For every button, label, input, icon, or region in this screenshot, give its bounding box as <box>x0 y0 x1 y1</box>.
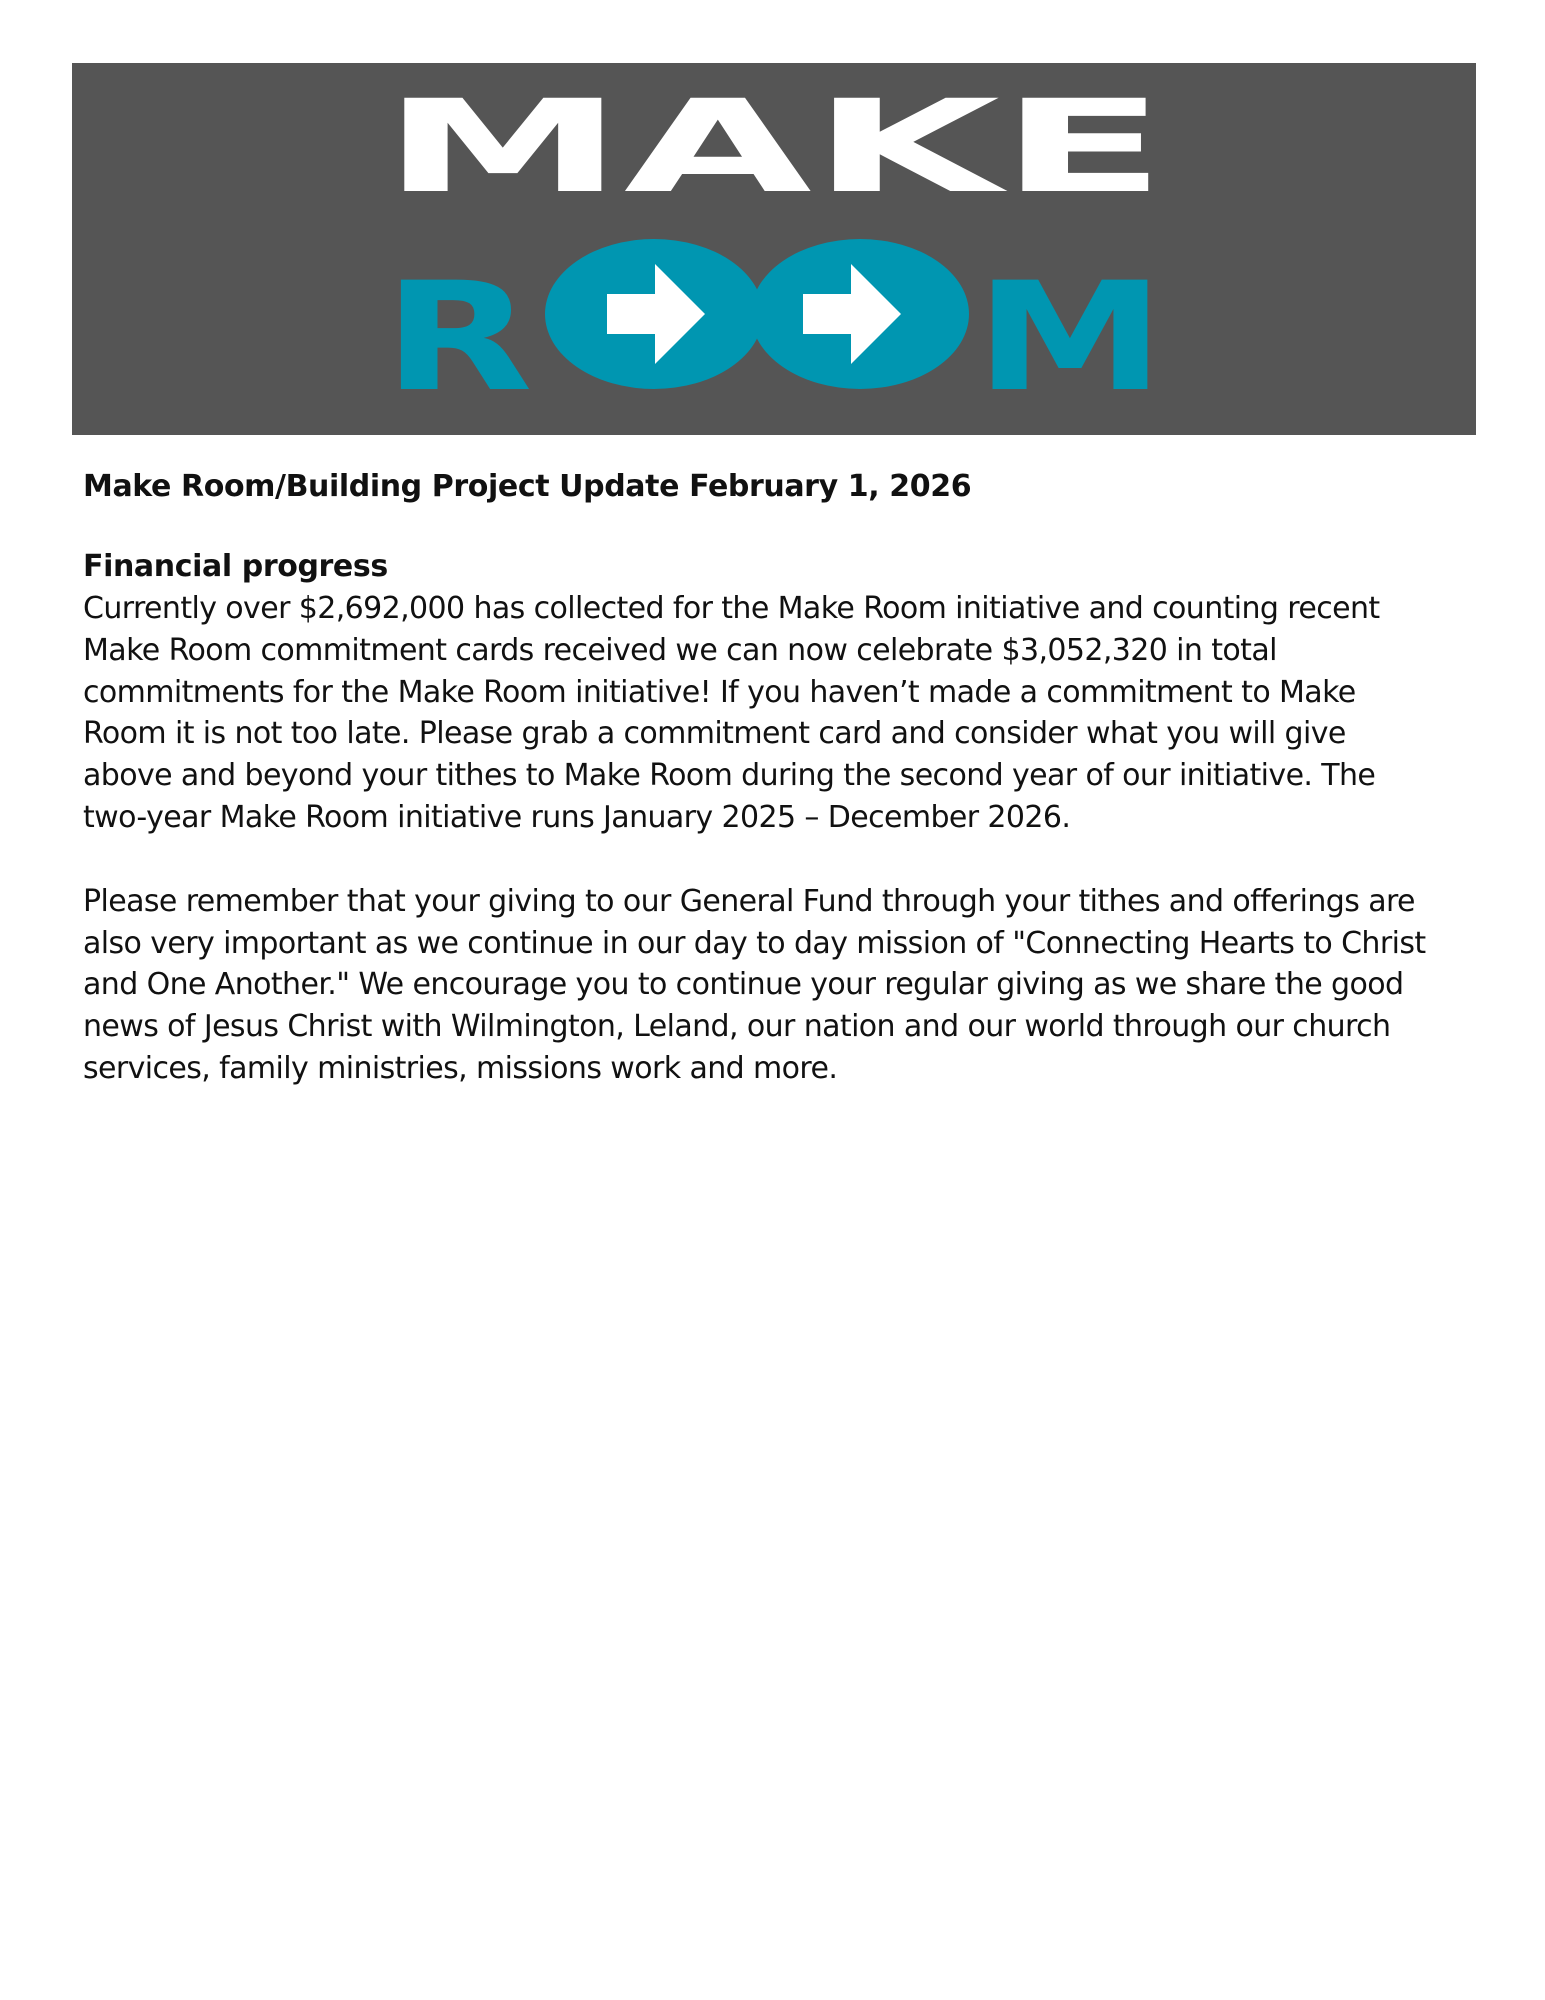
document-body <box>83 462 1443 1090</box>
logo-word-make: MAKE <box>382 73 1166 222</box>
document-title: Make Room/Building Project Update February 1, 2026 <box>83 469 972 504</box>
section-heading-financial-progress: Financial progress <box>83 549 388 584</box>
logo-letter-o-1 <box>545 239 763 389</box>
logo-letter-o-2 <box>751 239 969 389</box>
make-room-logo <box>72 63 1476 435</box>
paragraph-general-fund: Please remember that your giving to our General Fund through your tithes and offerings are also very important as we continue in our day to day mission of "Connecting Hearts to Christ and One Another." We encourage you to continue your regular giving as we share the good news of Jesus Christ with Wilmington, Leland, our nation and our world through our church services, family ministries, missions work and more. <box>83 883 1426 1086</box>
logo-letter-m: M <box>975 251 1165 425</box>
make-room-banner <box>72 63 1476 435</box>
logo-letter-r: R <box>383 251 533 425</box>
paragraph-financial-update: Currently over $2,692,000 has collected for the Make Room initiative and counting recent Make Room commitment cards received we can now celebrate $3,052,320 in total commitments for the Make Room initiative! If you haven’t made a commitment to Make Room it is not too late. Please grab a commitment card and consider what you will give above and beyond your tithes to Make Room during the second year of our initiative. The two-year Make Room initiative runs January 2025 – December 2026. <box>83 591 1380 835</box>
